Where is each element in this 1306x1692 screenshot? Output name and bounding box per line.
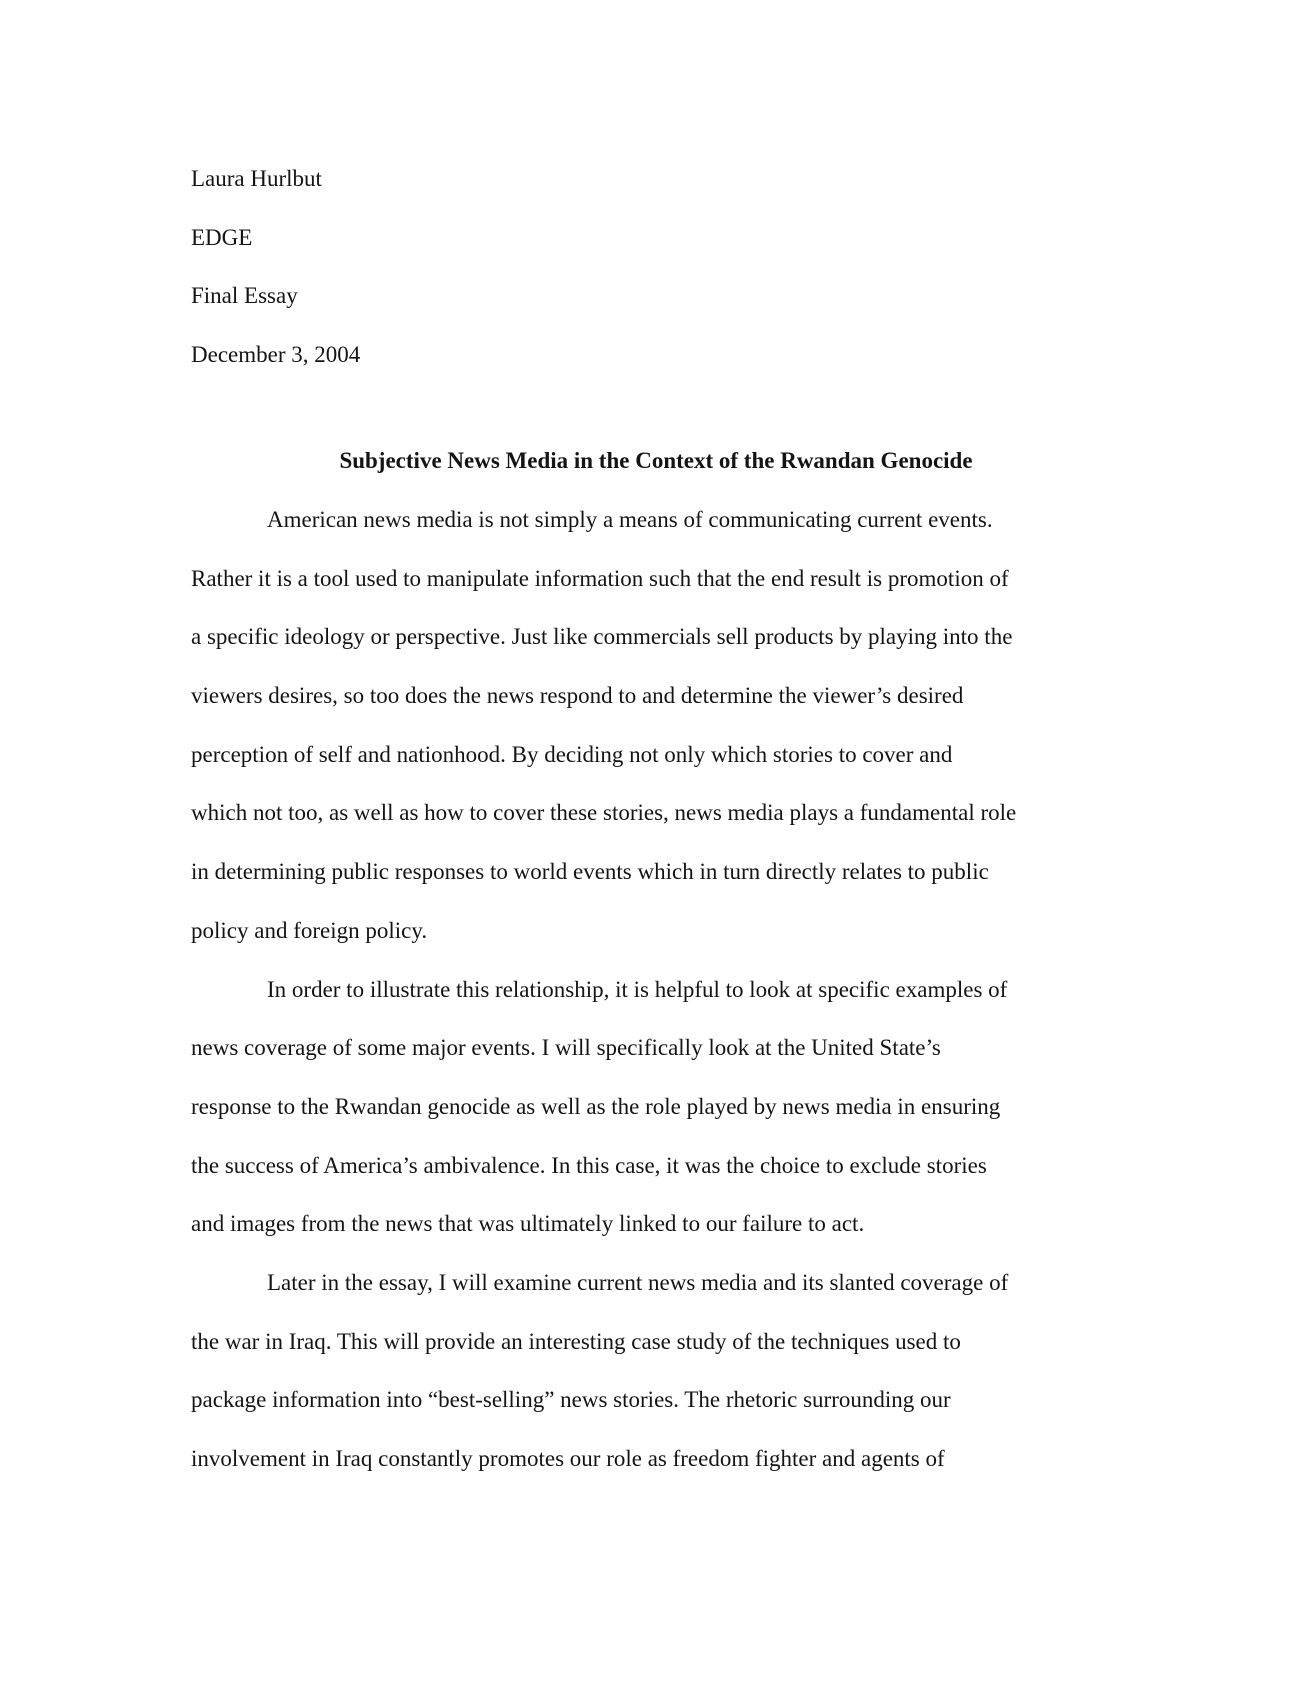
- essay-header: [191, 150, 360, 385]
- body-line: In order to illustrate this relationship, it is helpful to look at specific examples of: [267, 976, 1008, 1002]
- body-line: the success of America’s ambivalence. In this case, it was the choice to exclude stories: [191, 1152, 987, 1178]
- body-line: Rather it is a tool used to manipulate information such that the end result is promotion of: [191, 565, 1009, 591]
- author-name: Laura Hurlbut: [191, 166, 322, 191]
- assignment-name: Final Essay: [191, 283, 298, 309]
- body-line: in determining public responses to world events which in turn directly relates to public: [191, 859, 989, 885]
- body-line: and images from the news that was ultimately linked to our failure to act.: [191, 1211, 865, 1237]
- body-line: package information into “best-selling” news stories. The rhetoric surrounding our: [191, 1387, 951, 1413]
- body-line: news coverage of some major events. I will specifically look at the United State’s: [191, 1035, 941, 1061]
- body-line: involvement in Iraq constantly promotes our role as freedom fighter and agents of: [191, 1446, 945, 1471]
- essay-date: December 3, 2004: [191, 342, 361, 368]
- body-line: which not too, as well as how to cover these stories, news media plays a fundamental role: [191, 800, 1017, 826]
- body-line: response to the Rwandan genocide as well as the role played by news media in ensuring: [191, 1093, 1001, 1119]
- essay-title: Subjective News Media in the Context of the Rwandan Genocide: [339, 448, 973, 473]
- essay-body: [191, 501, 1121, 1499]
- body-line: the war in Iraq. This will provide an interesting case study of the techniques used to: [191, 1328, 961, 1354]
- body-line: American news media is not simply a means of communicating current events.: [267, 507, 993, 532]
- body-line: Later in the essay, I will examine current news media and its slanted coverage of: [267, 1269, 1009, 1295]
- course-name: EDGE: [191, 224, 253, 250]
- body-line: policy and foreign policy.: [191, 917, 428, 943]
- body-line: viewers desires, so too does the news respond to and determine the viewer’s desired: [191, 683, 964, 709]
- body-line: a specific ideology or perspective. Just like commercials sell products by playing into the: [191, 624, 1013, 650]
- body-line: perception of self and nationhood. By deciding not only which stories to cover and: [191, 741, 953, 767]
